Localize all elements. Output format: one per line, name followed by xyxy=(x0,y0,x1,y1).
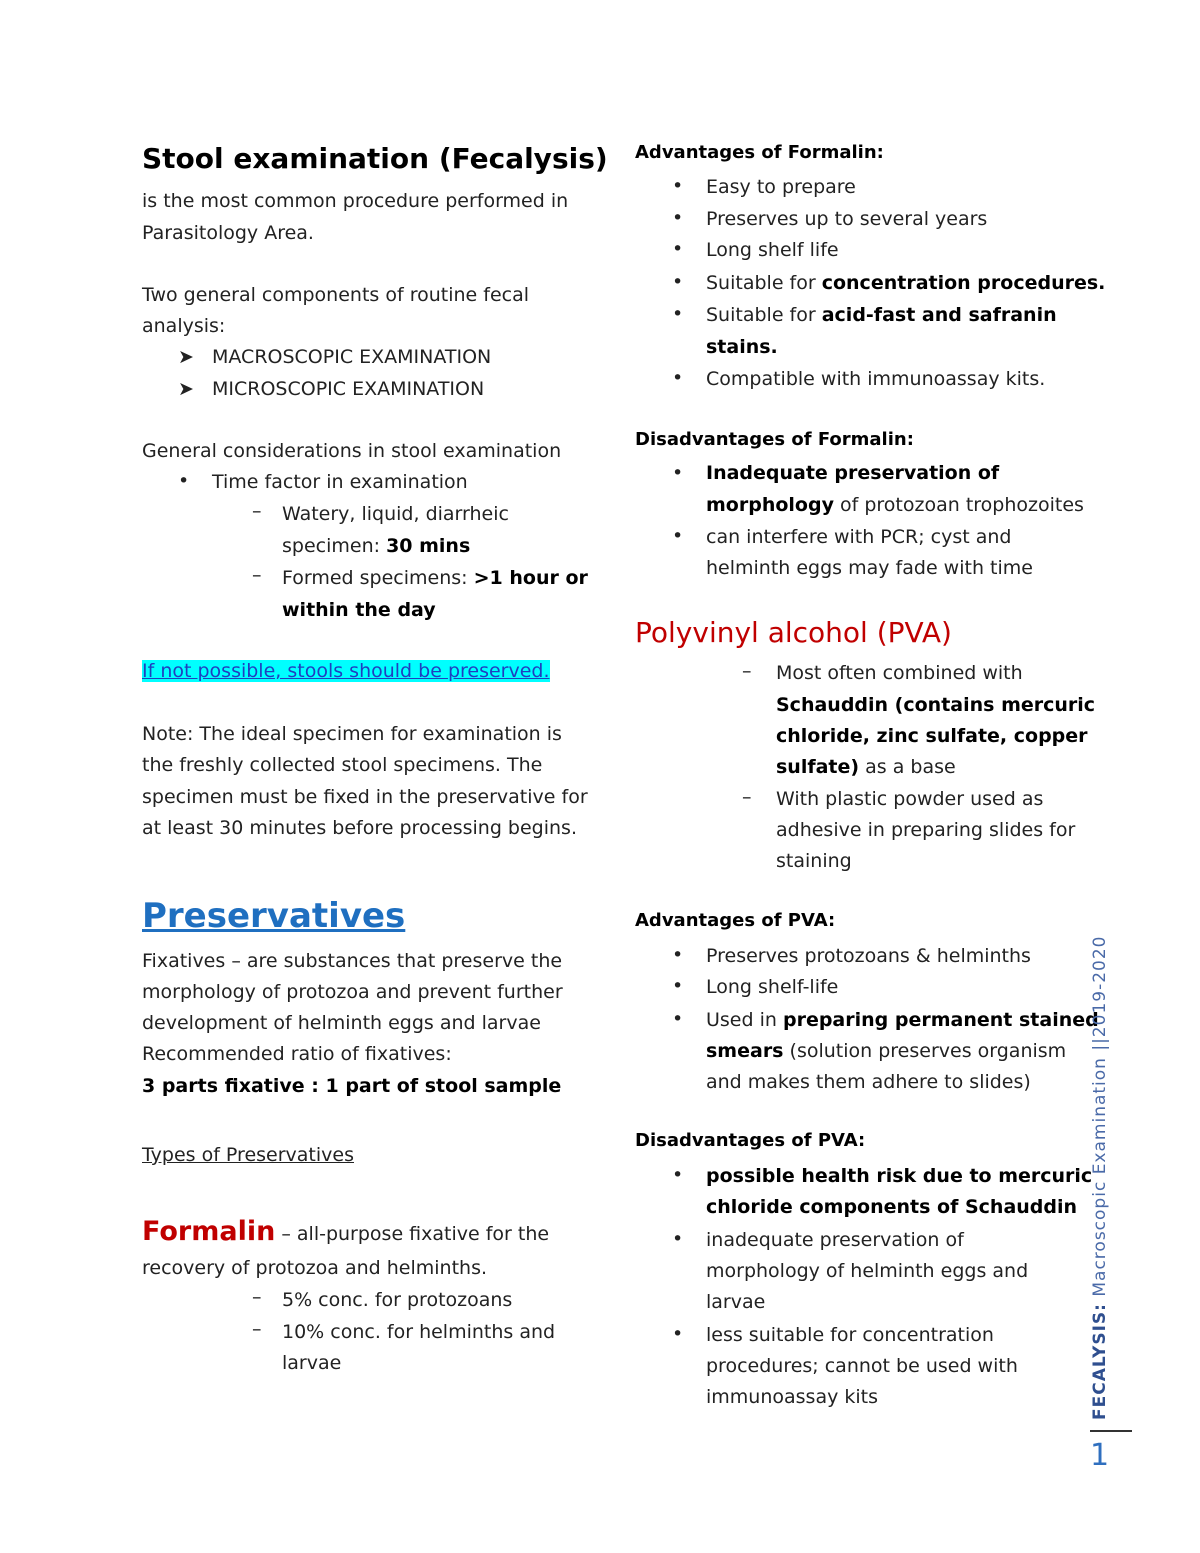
bullet-icon: • xyxy=(672,1323,684,1345)
bullet-icon: • xyxy=(672,462,684,484)
list-item: less suitable for concentration xyxy=(706,1324,994,1346)
list-item: helminth eggs may fade with time xyxy=(706,557,1033,579)
list-item: Long shelf life xyxy=(706,239,839,261)
bullet-icon: • xyxy=(672,944,684,966)
list-item: chloride, zinc sulfate, copper xyxy=(776,725,1088,747)
bullet-icon: • xyxy=(672,271,684,293)
list-item: specimen: 30 mins xyxy=(282,535,471,557)
bullet-icon: • xyxy=(672,525,684,547)
list-item: morphology of helminth eggs and xyxy=(706,1260,1029,1282)
fixatives-line: Recommended ratio of fixatives: xyxy=(142,1043,452,1065)
list-item: adhesive in preparing slides for xyxy=(776,819,1076,841)
list-item: 5% conc. for protozoans xyxy=(282,1289,513,1311)
list-item: Used in preparing permanent stained xyxy=(706,1009,1099,1031)
dash-bullet-icon: – xyxy=(742,660,752,682)
list-item: Preserves up to several years xyxy=(706,208,988,230)
list-item: within the day xyxy=(282,599,436,621)
list-item: larvae xyxy=(706,1291,766,1313)
list-item: stains. xyxy=(706,336,778,358)
section-title-preservatives: Preservatives xyxy=(142,896,406,936)
dash-bullet-icon: – xyxy=(252,1286,262,1308)
list-item: MICROSCOPIC EXAMINATION xyxy=(212,378,485,400)
intro-line: Parasitology Area. xyxy=(142,222,314,244)
formalin-desc: recovery of protozoa and helminths. xyxy=(142,1257,488,1279)
bullet-icon: • xyxy=(672,1008,684,1030)
list-item: Suitable for concentration procedures. xyxy=(706,272,1106,294)
arrow-bullet-icon: ➤ xyxy=(178,378,194,400)
dash-bullet-icon: – xyxy=(252,564,262,586)
bullet-icon: • xyxy=(672,175,684,197)
note-line: Note: The ideal specimen for examination is xyxy=(142,723,562,745)
fixatives-line: morphology of protozoa and prevent further xyxy=(142,981,563,1003)
list-item: Formed specimens: >1 hour or xyxy=(282,567,588,589)
list-item: Suitable for acid-fast and safranin xyxy=(706,304,1057,326)
list-item: and makes them adhere to slides) xyxy=(706,1071,1031,1093)
list-item: staining xyxy=(776,850,852,872)
considerations-title: General considerations in stool examination xyxy=(142,440,562,462)
bullet-icon: • xyxy=(672,1228,684,1250)
dash-bullet-icon: – xyxy=(252,500,262,522)
note-line: at least 30 minutes before processing begins. xyxy=(142,817,577,839)
note-line: specimen must be fixed in the preservative for xyxy=(142,786,588,808)
formalin-heading: Formalin – all-purpose fixative for the xyxy=(142,1216,550,1247)
list-item: Schauddin (contains mercuric xyxy=(776,694,1096,716)
ratio-line: 3 parts fixative : 1 part of stool sample xyxy=(142,1075,562,1097)
bullet-icon: • xyxy=(672,367,684,389)
list-item: procedures; cannot be used with xyxy=(706,1355,1018,1377)
list-item: 10% conc. for helminths and xyxy=(282,1321,556,1343)
bullet-icon: • xyxy=(672,207,684,229)
dash-bullet-icon: – xyxy=(252,1318,262,1340)
fixatives-line: Fixatives – are substances that preserve the xyxy=(142,950,563,972)
highlight-note: If not possible, stools should be preserved. xyxy=(142,660,550,682)
components-intro: Two general components of routine fecal xyxy=(142,284,530,306)
list-item: possible health risk due to mercuric xyxy=(706,1165,1093,1187)
adv-pva-title: Advantages of PVA: xyxy=(635,910,836,931)
footer-divider xyxy=(1090,1430,1132,1432)
list-item: Compatible with immunoassay kits. xyxy=(706,368,1046,390)
bullet-icon: • xyxy=(178,470,190,492)
list-item: MACROSCOPIC EXAMINATION xyxy=(212,346,492,368)
fixatives-line: development of helminth eggs and larvae xyxy=(142,1012,541,1034)
list-item: Most often combined with xyxy=(776,662,1023,684)
list-item: Watery, liquid, diarrheic xyxy=(282,503,509,525)
intro-line: is the most common procedure performed in xyxy=(142,190,569,212)
list-item: smears (solution preserves organism xyxy=(706,1040,1067,1062)
page-title: Stool examination (Fecalysis) xyxy=(142,142,608,175)
list-item: can interfere with PCR; cyst and xyxy=(706,526,1012,548)
list-item: Long shelf-life xyxy=(706,976,839,998)
list-item: immunoassay kits xyxy=(706,1386,879,1408)
list-item: Easy to prepare xyxy=(706,176,856,198)
page-number: 1 xyxy=(1090,1438,1110,1473)
dash-bullet-icon: – xyxy=(742,786,752,808)
list-item: morphology of protozoan trophozoites xyxy=(706,494,1084,516)
side-running-header: FECALYSIS: Macroscopic Examination ||2019-2020 xyxy=(1090,935,1110,1420)
types-title: Types of Preservatives xyxy=(142,1144,354,1166)
list-item: sulfate) as a base xyxy=(776,756,956,778)
bullet-icon: • xyxy=(672,975,684,997)
dis-pva-title: Disadvantages of PVA: xyxy=(635,1130,866,1151)
note-line: the freshly collected stool specimens. The xyxy=(142,754,543,776)
list-item: Time factor in examination xyxy=(212,471,468,493)
bullet-icon: • xyxy=(672,238,684,260)
list-item: Inadequate preservation of xyxy=(706,462,1000,484)
arrow-bullet-icon: ➤ xyxy=(178,346,194,368)
list-item: With plastic powder used as xyxy=(776,788,1044,810)
bullet-icon: • xyxy=(672,303,684,325)
list-item: Preserves protozoans & helminths xyxy=(706,945,1031,967)
components-intro: analysis: xyxy=(142,315,226,337)
bullet-icon: • xyxy=(672,1164,684,1186)
section-title-pva: Polyvinyl alcohol (PVA) xyxy=(635,616,952,649)
list-item: larvae xyxy=(282,1352,342,1374)
list-item: inadequate preservation of xyxy=(706,1229,964,1251)
dis-formalin-title: Disadvantages of Formalin: xyxy=(635,429,914,450)
adv-formalin-title: Advantages of Formalin: xyxy=(635,142,884,163)
list-item: chloride components of Schauddin xyxy=(706,1196,1078,1218)
